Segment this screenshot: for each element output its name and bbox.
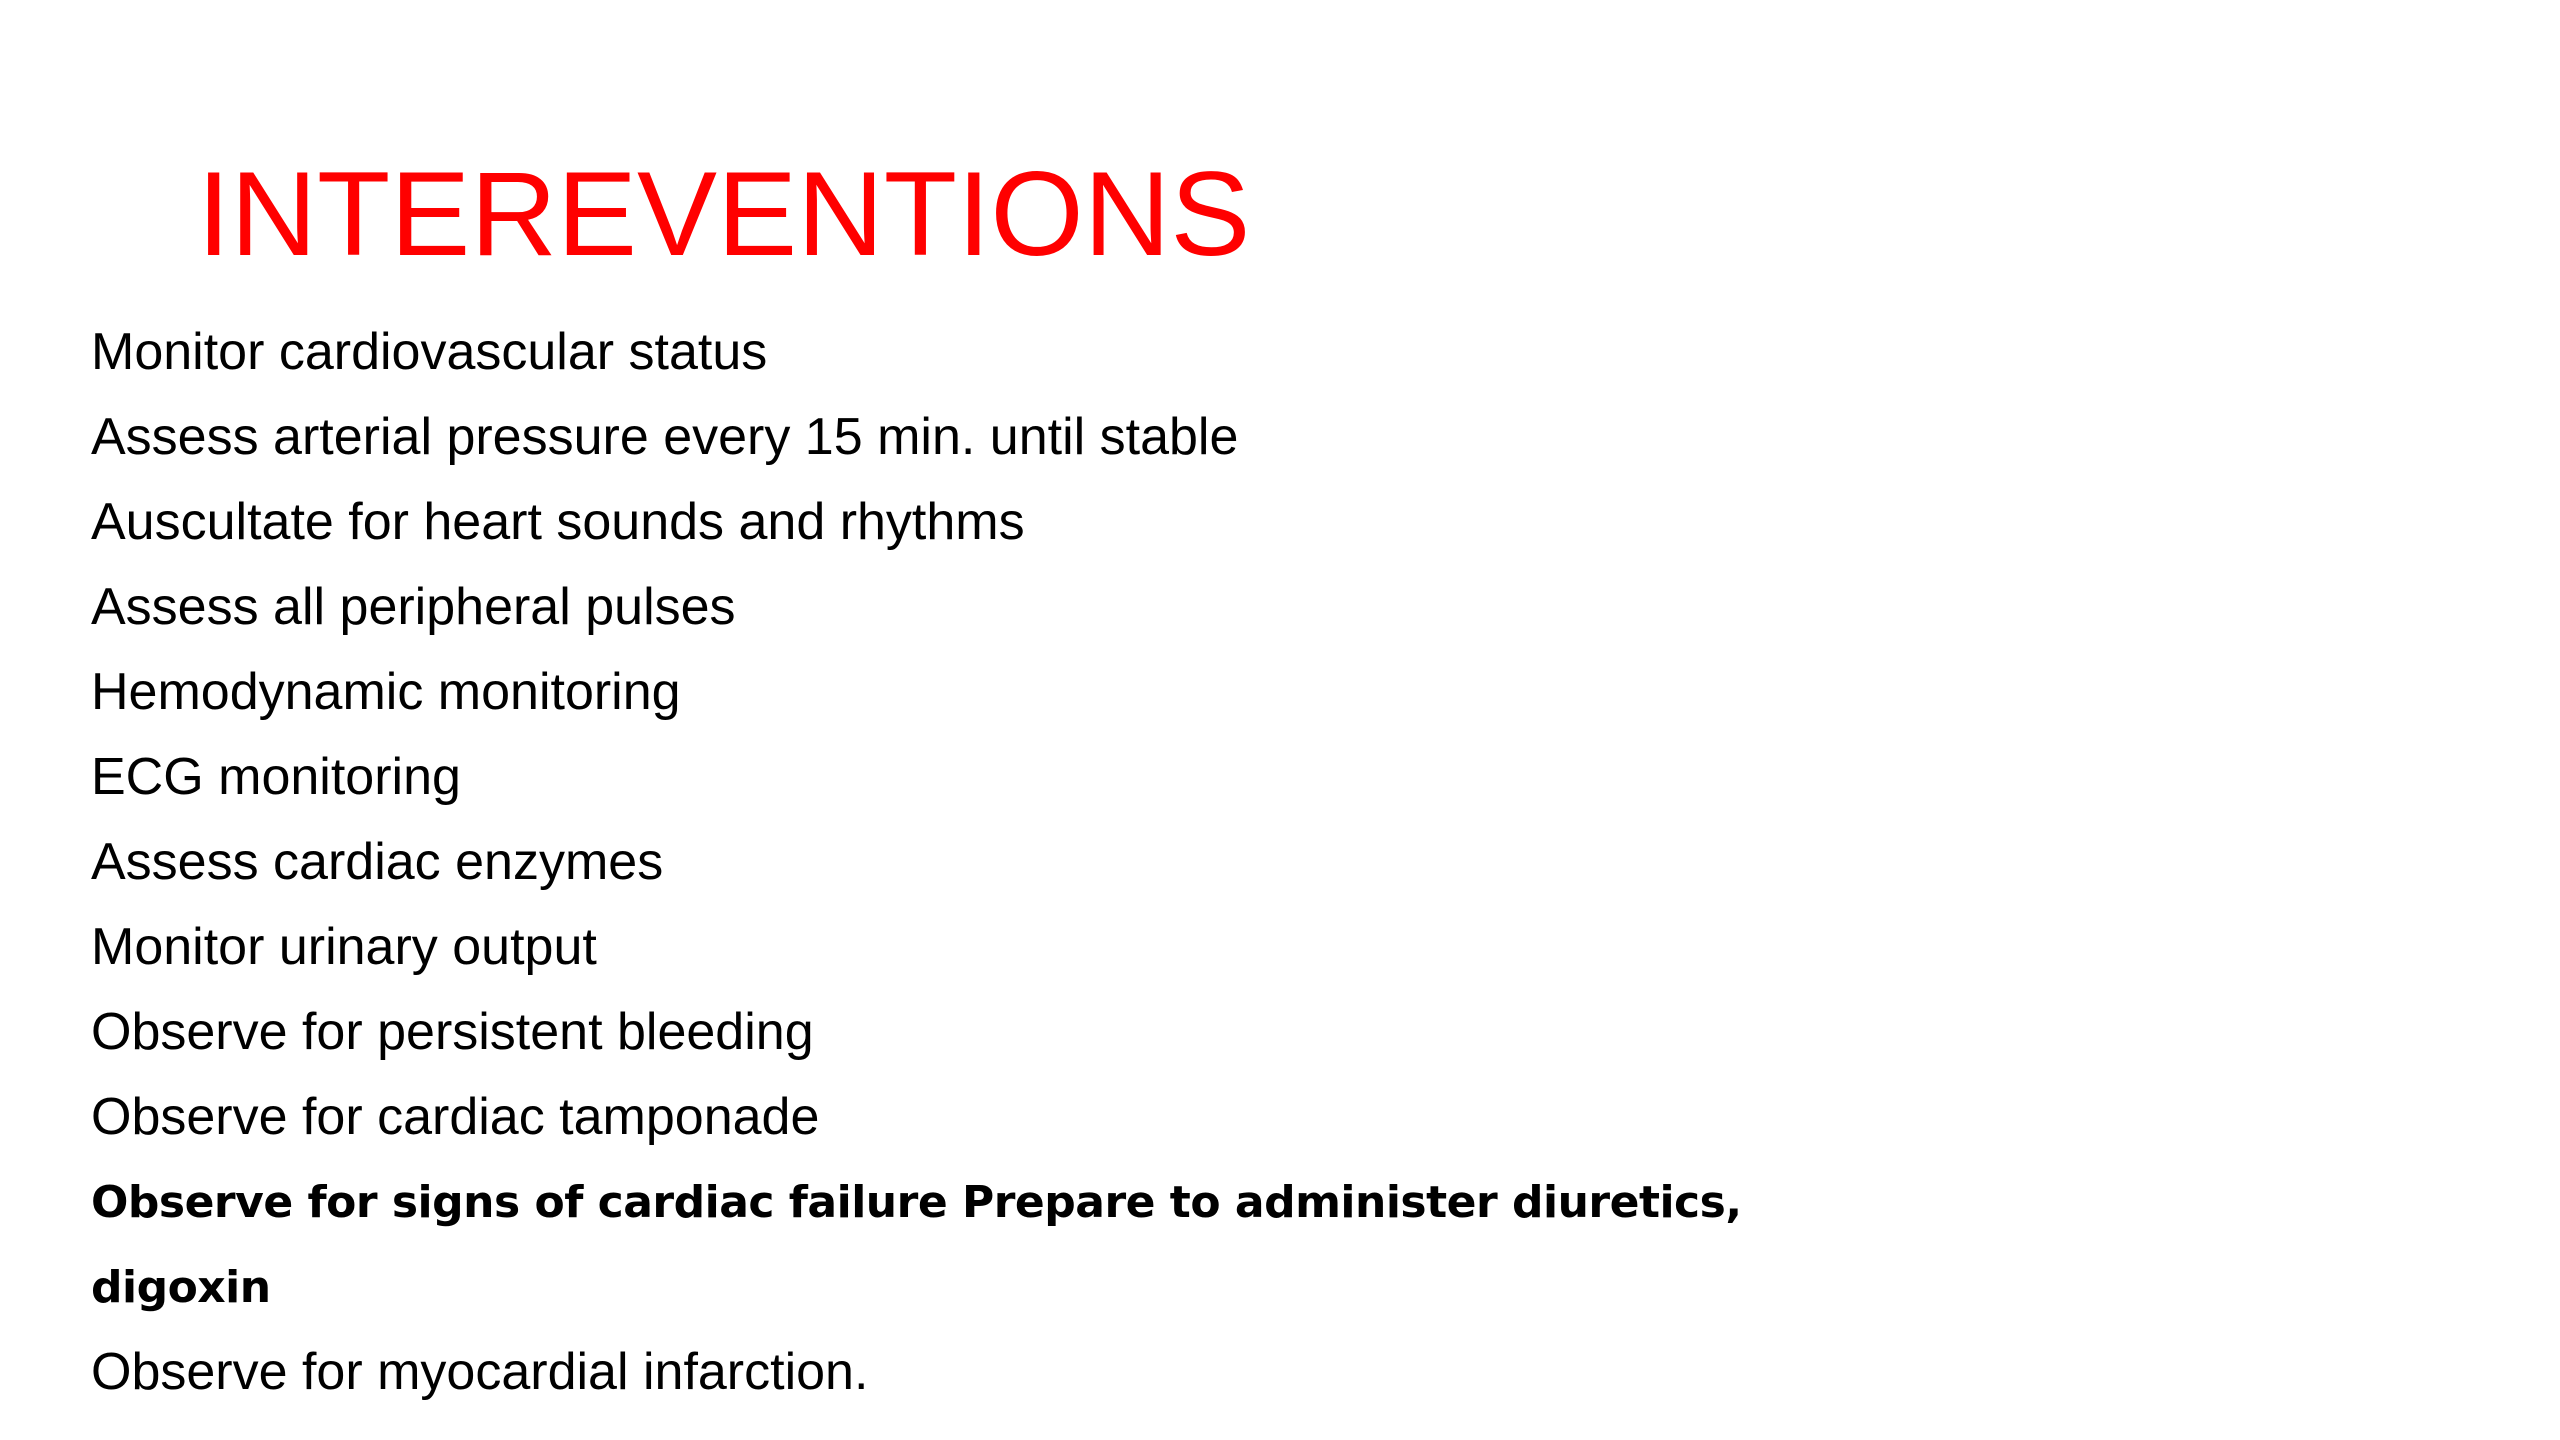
list-item: Observe for cardiac tamponade (91, 1088, 820, 1146)
list-item-bold: digoxin (91, 1262, 271, 1313)
interventions-list (91, 310, 1742, 1415)
list-item: Monitor urinary output (91, 918, 597, 976)
list-item: Assess arterial pressure every 15 min. until stable (91, 408, 1239, 466)
list-item: Monitor cardiovascular status (91, 323, 768, 381)
list-item: Hemodynamic monitoring (91, 663, 681, 721)
list-item: Observe for persistent bleeding (91, 1003, 814, 1061)
list-item: Assess cardiac enzymes (91, 833, 664, 891)
list-item: ECG monitoring (91, 748, 461, 806)
list-item: Auscultate for heart sounds and rhythms (91, 493, 1025, 551)
list-item-bold: Observe for signs of cardiac failure Prepare to administer diuretics, (91, 1177, 1742, 1228)
list-item: Assess all peripheral pulses (91, 578, 736, 636)
slide-title: INTEREVENTIONS (197, 147, 1251, 281)
list-item: Observe for myocardial infarction. (91, 1343, 869, 1401)
